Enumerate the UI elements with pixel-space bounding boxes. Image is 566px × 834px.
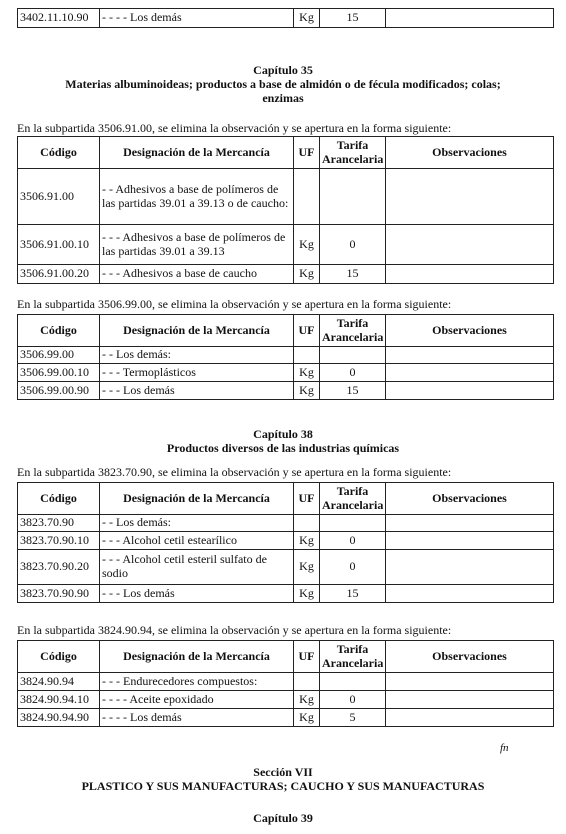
table-row: [18, 169, 554, 225]
uf-cell: [294, 347, 320, 364]
code-cell: 3506.91.00.20: [18, 265, 100, 284]
header-tariff: Tarifa Arancelaria: [320, 641, 386, 673]
header-uf: UF: [294, 483, 320, 515]
observations-cell: [386, 169, 554, 225]
designation-cell: - - - - Los demás: [100, 9, 294, 28]
uf-cell: Kg: [294, 550, 320, 585]
table-header-row: [18, 641, 554, 673]
tariff-cell: 0: [320, 364, 386, 382]
table-row: [18, 364, 554, 382]
designation-cell: - - - - Los demás: [100, 709, 294, 727]
designation-cell: - - - Alcohol cetil esteril sulfato de sodio: [100, 550, 294, 585]
intro-text-4: En la subpartida 3824.90.94, se elimina la observación y se apertura en la forma siguiente:: [17, 623, 452, 637]
tariff-cell: [320, 347, 386, 364]
table-row: [18, 225, 554, 265]
observations-cell: [386, 532, 554, 550]
handwritten-mark: fn: [500, 742, 509, 754]
table-header-row: [18, 483, 554, 515]
header-designation: Designación de la Mercancía: [100, 137, 294, 169]
tariff-table-4: [17, 640, 554, 727]
code-cell: 3823.70.90.20: [18, 550, 100, 585]
code-cell: 3824.90.94.90: [18, 709, 100, 727]
code-cell: 3506.99.00.10: [18, 364, 100, 382]
header-observations: Observaciones: [386, 641, 554, 673]
code-cell: 3824.90.94: [18, 673, 100, 691]
header-code: Código: [18, 315, 100, 347]
designation-cell: - - - Los demás: [100, 585, 294, 603]
table-row: [18, 9, 554, 28]
header-observations: Observaciones: [386, 315, 554, 347]
header-tariff: Tarifa Arancelaria: [320, 315, 386, 347]
header-designation: Designación de la Mercancía: [100, 641, 294, 673]
uf-cell: Kg: [294, 691, 320, 709]
code-cell: 3402.11.10.90: [18, 9, 100, 28]
tariff-cell: [320, 673, 386, 691]
table-header-row: [18, 315, 554, 347]
uf-cell: Kg: [294, 265, 320, 284]
tariff-cell: 15: [320, 9, 386, 28]
header-uf: UF: [294, 315, 320, 347]
code-cell: 3506.91.00.10: [18, 225, 100, 265]
table-row: [18, 265, 554, 284]
designation-cell: - - Los demás:: [100, 515, 294, 532]
chapter-38-title: Capítulo 38: [253, 427, 313, 441]
table-row: [18, 673, 554, 691]
table-row: [18, 550, 554, 585]
table-row: [18, 515, 554, 532]
observations-cell: [386, 673, 554, 691]
tariff-cell: 15: [320, 265, 386, 284]
uf-cell: Kg: [294, 709, 320, 727]
header-designation: Designación de la Mercancía: [100, 315, 294, 347]
table-row: [18, 691, 554, 709]
designation-cell: - - - - Aceite epoxidado: [100, 691, 294, 709]
observations-cell: [386, 382, 554, 400]
tariff-table-2: [17, 314, 554, 400]
table-row: [18, 347, 554, 364]
chapter-38-subtitle: Productos diversos de las industrias químicas: [166, 441, 400, 455]
uf-cell: [294, 515, 320, 532]
designation-cell: - - - Termoplásticos: [100, 364, 294, 382]
observations-cell: [386, 225, 554, 265]
header-tariff: Tarifa Arancelaria: [320, 137, 386, 169]
intro-text-3: En la subpartida 3823.70.90, se elimina la observación y se apertura en la forma siguiente:: [17, 465, 452, 479]
observations-cell: [386, 347, 554, 364]
chapter-39-title: Capítulo 39: [253, 811, 313, 825]
section-7-subtitle: PLASTICO Y SUS MANUFACTURAS; CAUCHO Y SUS MANUFACTURAS: [81, 779, 485, 793]
observations-cell: [386, 709, 554, 727]
code-cell: 3506.99.00: [18, 347, 100, 364]
uf-cell: Kg: [294, 225, 320, 265]
uf-cell: [294, 169, 320, 225]
code-cell: 3506.99.00.90: [18, 382, 100, 400]
uf-cell: Kg: [294, 585, 320, 603]
designation-cell: - - - Los demás: [100, 382, 294, 400]
observations-cell: [386, 9, 554, 28]
tariff-cell: 0: [320, 691, 386, 709]
uf-cell: Kg: [294, 9, 320, 28]
tariff-cell: 5: [320, 709, 386, 727]
table-row: [18, 709, 554, 727]
observations-cell: [386, 691, 554, 709]
designation-cell: - - - Adhesivos a base de polímeros de las partidas 39.01 a 39.13: [100, 225, 294, 265]
top-table: [17, 8, 554, 28]
header-code: Código: [18, 483, 100, 515]
tariff-cell: [320, 169, 386, 225]
code-cell: 3824.90.94.10: [18, 691, 100, 709]
tariff-cell: 15: [320, 585, 386, 603]
intro-text-2: En la subpartida 3506.99.00, se elimina la observación y se apertura en la forma siguiente:: [17, 297, 452, 311]
designation-cell: - - - Adhesivos a base de caucho: [100, 265, 294, 284]
observations-cell: [386, 585, 554, 603]
header-observations: Observaciones: [386, 483, 554, 515]
code-cell: 3823.70.90.90: [18, 585, 100, 603]
code-cell: 3506.91.00: [18, 169, 100, 225]
chapter-35-title: Capítulo 35: [253, 63, 313, 77]
tariff-table-1: [17, 136, 554, 284]
header-tariff: Tarifa Arancelaria: [320, 483, 386, 515]
table-row: [18, 585, 554, 603]
tariff-table-3: [17, 482, 554, 603]
header-uf: UF: [294, 137, 320, 169]
designation-cell: - - Adhesivos a base de polímeros de las partidas 39.01 a 39.13 o de caucho:: [100, 169, 294, 225]
code-cell: 3823.70.90: [18, 515, 100, 532]
uf-cell: Kg: [294, 382, 320, 400]
intro-text-1: En la subpartida 3506.91.00, se elimina la observación y se apertura en la forma siguiente:: [17, 121, 452, 135]
uf-cell: Kg: [294, 532, 320, 550]
tariff-cell: 15: [320, 382, 386, 400]
tariff-cell: 0: [320, 550, 386, 585]
header-uf: UF: [294, 641, 320, 673]
header-observations: Observaciones: [386, 137, 554, 169]
tariff-cell: [320, 515, 386, 532]
designation-cell: - - Los demás:: [100, 347, 294, 364]
section-7-title: Sección VII: [253, 765, 313, 779]
header-code: Código: [18, 641, 100, 673]
header-code: Código: [18, 137, 100, 169]
observations-cell: [386, 364, 554, 382]
uf-cell: [294, 673, 320, 691]
designation-cell: - - - Endurecedores compuestos:: [100, 673, 294, 691]
tariff-cell: 0: [320, 532, 386, 550]
designation-cell: - - - Alcohol cetil estearílico: [100, 532, 294, 550]
code-cell: 3823.70.90.10: [18, 532, 100, 550]
observations-cell: [386, 265, 554, 284]
table-row: [18, 382, 554, 400]
chapter-35-subtitle: Materias albuminoideas; productos a base de almidón o de fécula modificados; colas; enzimas: [65, 77, 501, 105]
header-designation: Designación de la Mercancía: [100, 483, 294, 515]
table-header-row: [18, 137, 554, 169]
tariff-cell: 0: [320, 225, 386, 265]
observations-cell: [386, 550, 554, 585]
observations-cell: [386, 515, 554, 532]
table-row: [18, 532, 554, 550]
uf-cell: Kg: [294, 364, 320, 382]
